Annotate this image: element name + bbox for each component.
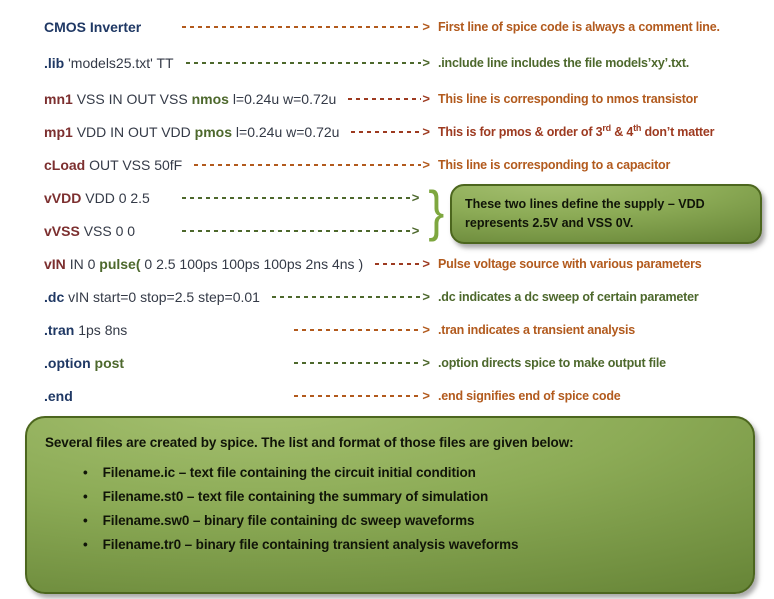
line-end [44,379,772,412]
line-comment: This is for pmos & order of 3rd & 4th don’t matter [438,123,715,140]
line-vvss [44,214,427,247]
line-comment: Pulse voltage source with various parameters [438,256,702,271]
code-text: .end [44,387,73,404]
code-text: vVSS VSS 0 0 [44,222,136,239]
line-comment: First line of spice code is always a comment line. [438,19,720,34]
files-list-item: • Filename.sw0 – binary file containing dc sweep waveforms [83,513,735,528]
line-comment: This line is corresponding to a capacitor [438,157,671,172]
code-text: .option post [44,354,125,371]
dashed-arrow [348,92,430,105]
supply-note-box: These two lines define the supply – VDD represents 2.5V and VSS 0V. [450,184,762,245]
dashed-arrow [294,323,430,336]
code-text: mp1 VDD IN OUT VDD pmos l=0.24u w=0.72u [44,123,340,140]
files-list-item: • Filename.ic – text file containing the circuit initial condition [83,465,735,480]
dashed-arrow [351,125,430,138]
dashed-arrow [294,356,430,369]
files-list-item: • Filename.tr0 – binary file containing transient analysis waveforms [83,537,735,552]
files-box [25,416,755,594]
dashed-arrow [182,20,430,33]
line-lib [44,46,772,79]
line-cmos-title [44,10,772,43]
line-mn1 [44,82,772,115]
line-comment: .tran indicates a transient analysis [438,322,636,337]
line-cload [44,148,772,181]
dashed-arrow [182,191,419,204]
code-text: vIN IN 0 pulse( 0 2.5 100ps 100ps 100ps 2ns 4ns ) [44,255,364,272]
curly-brace: } [428,178,445,242]
line-dc [44,280,772,313]
line-comment: .dc indicates a dc sweep of certain parameter [438,289,699,304]
code-text: cLoad OUT VSS 50fF [44,156,183,173]
dashed-arrow [186,56,430,69]
line-comment: .include line includes the file models’xy’.txt. [438,55,690,70]
code-text: .lib 'models25.txt' TT [44,54,174,71]
dashed-arrow [375,257,430,270]
files-box-title: Several files are created by spice. The list and format of those files are given below: [45,435,574,450]
supply-group [44,178,772,247]
line-vin [44,247,772,280]
code-text: vVDD VDD 0 2.5 [44,189,150,206]
line-mp1 [44,115,772,148]
dashed-arrow [294,389,430,402]
code-section [0,10,774,412]
dashed-arrow [194,158,430,171]
code-text: CMOS Inverter [44,18,142,35]
files-list [45,465,735,552]
files-list-item: • Filename.st0 – text file containing the summary of simulation [83,489,735,504]
line-comment: .option directs spice to make output file [438,355,666,370]
line-comment: .end signifies end of spice code [438,388,621,403]
dashed-arrow [182,224,419,237]
line-comment: This line is corresponding to nmos transistor [438,91,698,106]
code-text: mn1 VSS IN OUT VSS nmos l=0.24u w=0.72u [44,90,337,107]
line-tran [44,313,772,346]
line-vvdd [44,181,427,214]
code-text: .dc vIN start=0 stop=2.5 step=0.01 [44,288,260,305]
dashed-arrow [272,290,430,303]
supply-lines [44,181,427,247]
code-text: .tran 1ps 8ns [44,321,128,338]
line-option [44,346,772,379]
